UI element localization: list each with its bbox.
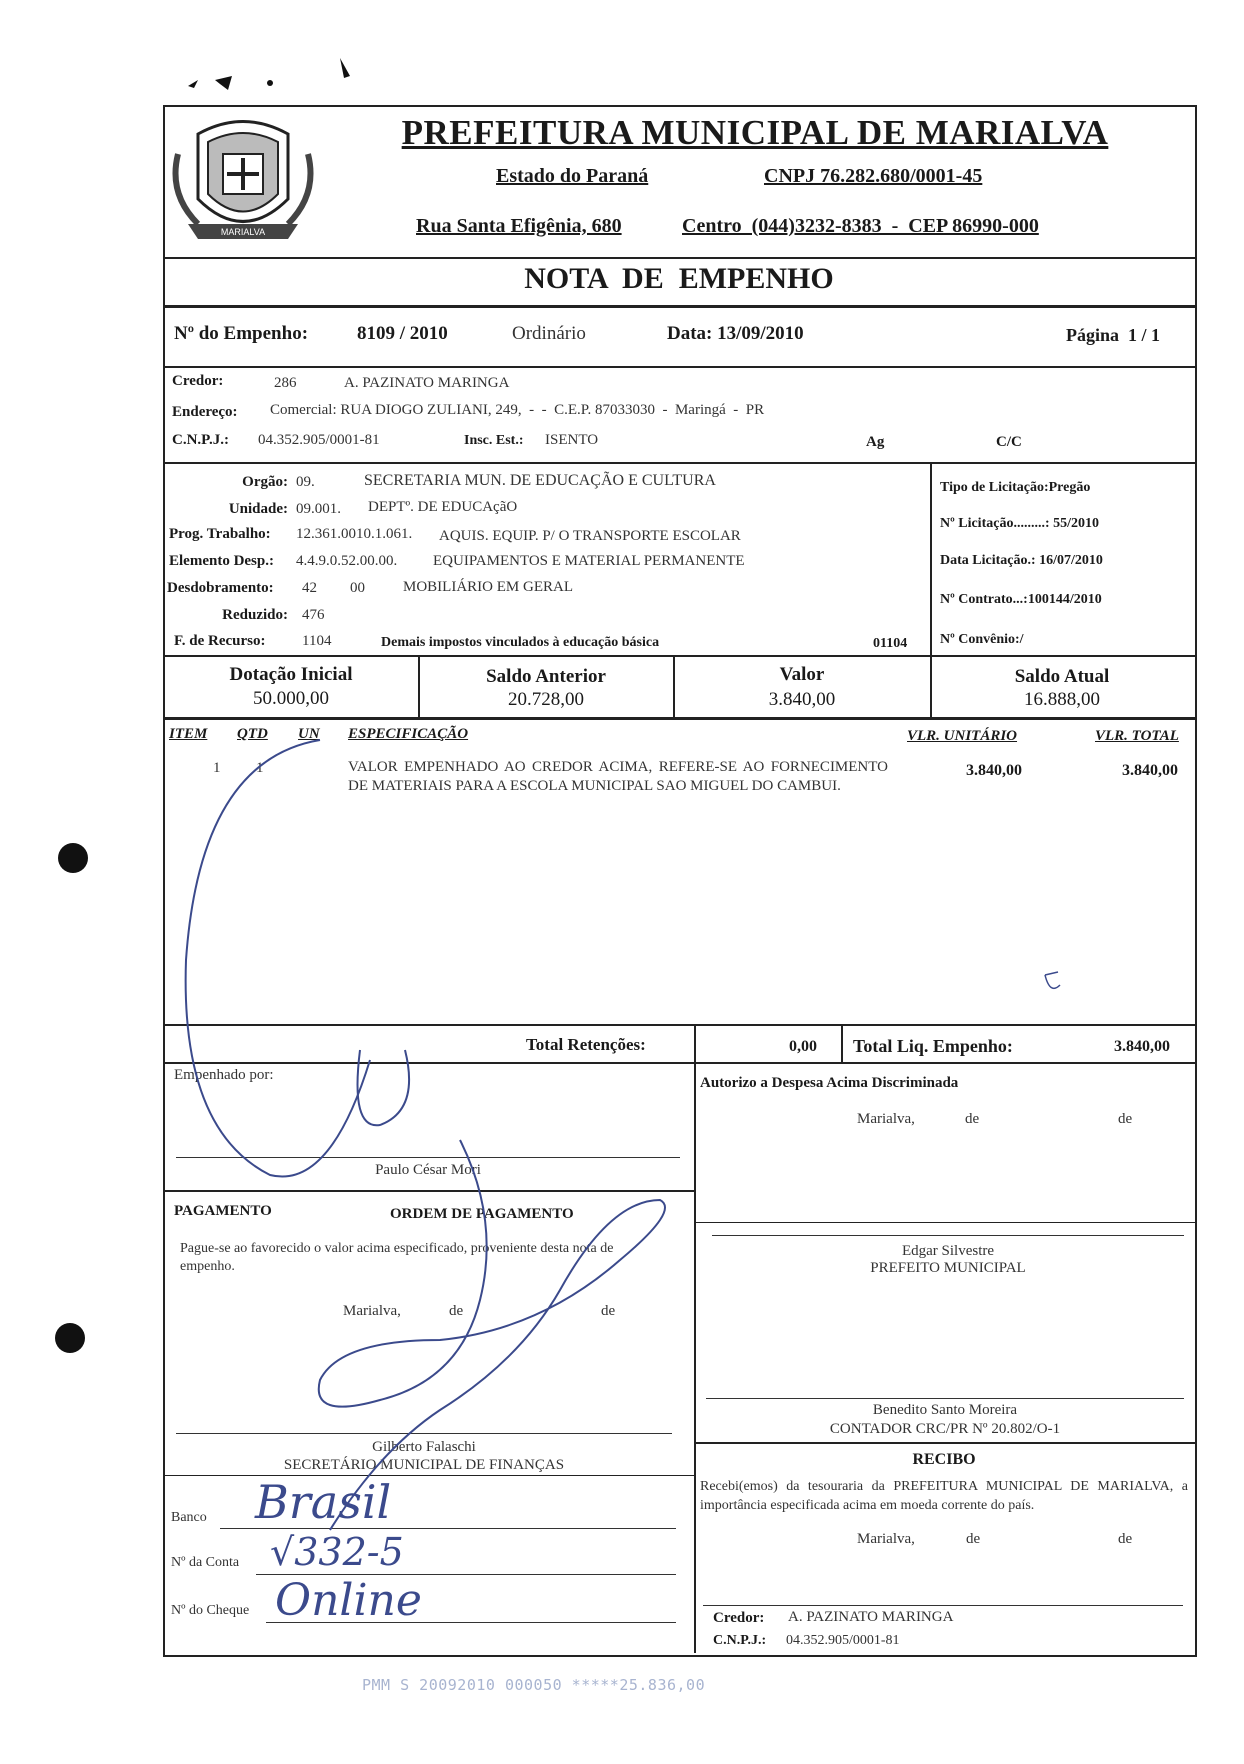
credor-label: Credor: bbox=[172, 373, 224, 389]
credor-name: A. PAZINATO MARINGA bbox=[344, 375, 510, 391]
valor-label: Valor bbox=[779, 664, 825, 685]
orgao-label: Orgão: bbox=[242, 474, 288, 490]
coat-of-arms bbox=[168, 114, 318, 254]
col-total-value: VLR. TOTAL bbox=[1095, 728, 1179, 744]
prog-label: Prog. Trabalho: bbox=[169, 526, 271, 542]
scan-marks bbox=[180, 50, 370, 100]
recibo-cnpj: 04.352.905/0001-81 bbox=[786, 1633, 900, 1648]
banco-value: Brasil bbox=[255, 1475, 392, 1529]
banco-label: Banco bbox=[171, 1510, 207, 1525]
col-un: UN bbox=[298, 726, 320, 742]
coat-of-arms-label: MARIALVA bbox=[220, 227, 266, 237]
address-label: Endereço: bbox=[172, 404, 238, 420]
state-name: Estado do Paraná bbox=[496, 165, 649, 187]
conta-value: √332-5 bbox=[270, 1530, 404, 1574]
unidade-label: Unidade: bbox=[228, 501, 288, 517]
col-spec: ESPECIFICAÇÃO bbox=[348, 726, 469, 742]
cnpj-header: CNPJ 76.282.680/0001-45 bbox=[764, 165, 983, 187]
autorizo-city: Marialva, bbox=[857, 1111, 915, 1127]
recurso-code: 1104 bbox=[302, 633, 332, 649]
liq-empenho-label: Total Liq. Empenho: bbox=[853, 1036, 1013, 1056]
ie-label: Insc. Est.: bbox=[464, 433, 524, 448]
recibo-city: Marialva, bbox=[857, 1531, 915, 1547]
elemento-label: Elemento Desp.: bbox=[169, 553, 274, 569]
autorizo-de2: de bbox=[1118, 1111, 1133, 1127]
recibo-cnpj-label: C.N.P.J.: bbox=[713, 1633, 767, 1648]
licitacao-data: Data Licitação.: 16/07/2010 bbox=[940, 553, 1103, 568]
pagamento-text: Pague-se ao favorecido o valor acima especificado, proveniente desta nota de empenho. bbox=[180, 1241, 614, 1274]
reduzido-label: Reduzido: bbox=[222, 607, 288, 623]
pagamento-de1: de bbox=[449, 1303, 464, 1319]
ag-label: Ag bbox=[866, 434, 885, 450]
cc-label: C/C bbox=[996, 434, 1022, 450]
prog-name: AQUIS. EQUIP. P/ O TRANSPORTE ESCOLAR bbox=[439, 528, 741, 544]
item-total-value: 3.840,00 bbox=[1122, 762, 1178, 779]
doc-title: NOTA DE EMPENHO bbox=[524, 262, 834, 295]
secretario-name: Gilberto Falaschi bbox=[372, 1439, 476, 1455]
conta-label: Nº da Conta bbox=[171, 1555, 240, 1570]
empenho-number: 8109 / 2010 bbox=[357, 323, 448, 344]
recibo-credor: A. PAZINATO MARINGA bbox=[788, 1609, 954, 1625]
pagamento-city: Marialva, bbox=[343, 1303, 401, 1319]
desdobramento-label: Desdobramento: bbox=[167, 580, 274, 596]
desdobramento-name: MOBILIÁRIO EM GERAL bbox=[403, 579, 573, 595]
cnpj-label: C.N.P.J.: bbox=[172, 432, 229, 448]
contador-name: Benedito Santo Moreira bbox=[872, 1402, 1018, 1418]
item-number: 1 bbox=[213, 760, 221, 776]
orgao-name: SECRETARIA MUN. DE EDUCAÇÃO E CULTURA bbox=[364, 472, 716, 489]
elemento-name: EQUIPAMENTOS E MATERIAL PERMANENTE bbox=[433, 553, 745, 569]
dotacao-inicial-label: Dotação Inicial bbox=[229, 664, 353, 685]
empenho-type: Ordinário bbox=[512, 323, 586, 344]
saldo-atual-label: Saldo Atual bbox=[1014, 666, 1110, 687]
dotacao-inicial-value: 50.000,00 bbox=[253, 688, 329, 709]
licitacao-tipo: Tipo de Licitação:Pregão bbox=[940, 480, 1091, 495]
col-unit-value: VLR. UNITÁRIO bbox=[907, 728, 1018, 744]
punch-hole-top bbox=[58, 843, 88, 873]
item-unit-value: 3.840,00 bbox=[966, 762, 1022, 779]
recurso-code2: 01104 bbox=[873, 636, 908, 651]
cheque-label: Nº do Cheque bbox=[171, 1603, 250, 1618]
recurso-label: F. de Recurso: bbox=[174, 633, 266, 649]
prog-code: 12.361.0010.1.061. bbox=[296, 526, 413, 542]
empenho-date: Data: 13/09/2010 bbox=[667, 323, 804, 344]
contact-header: Centro (044)3232-8383 - CEP 86990-000 bbox=[682, 215, 1039, 237]
credor-code: 286 bbox=[274, 375, 297, 391]
contador-role: CONTADOR CRC/PR Nº 20.802/O-1 bbox=[829, 1421, 1061, 1437]
credor-address: Comercial: RUA DIOGO ZULIANI, 249, - - C.E.P. 87033030 - Maringá - PR bbox=[270, 402, 765, 418]
credor-ie: ISENTO bbox=[545, 432, 599, 448]
credor-cnpj: 04.352.905/0001-81 bbox=[258, 432, 380, 448]
cheque-value: Online bbox=[275, 1575, 422, 1626]
retencoes-value: 0,00 bbox=[789, 1038, 817, 1055]
reduzido-value: 476 bbox=[302, 607, 325, 623]
page-number: Página 1 / 1 bbox=[1066, 325, 1161, 345]
valor-value: 3.840,00 bbox=[768, 689, 836, 710]
secretario-role: SECRETÁRIO MUNICIPAL DE FINANÇAS bbox=[283, 1457, 565, 1473]
saldo-anterior-value: 20.728,00 bbox=[508, 689, 584, 710]
recibo-credor-label: Credor: bbox=[713, 1610, 765, 1626]
item-qtd: 1 bbox=[256, 760, 264, 776]
recibo-text: Recebi(emos) da tesouraria da PREFEITURA MUNICIPAL DE MARIALVA, a importância especificada acima em moeda corrente do país. bbox=[700, 1479, 1188, 1513]
page-title: PREFEITURA MUNICIPAL DE MARIALVA bbox=[401, 113, 1109, 152]
pagamento-de2: de bbox=[601, 1303, 616, 1319]
empenhado-signer: Paulo César Mori bbox=[375, 1162, 481, 1178]
retencoes-label: Total Retenções: bbox=[526, 1035, 646, 1054]
autorizo-label: Autorizo a Despesa Acima Discriminada bbox=[700, 1075, 959, 1091]
saldo-anterior-label: Saldo Anterior bbox=[486, 666, 606, 687]
punch-hole-bottom bbox=[55, 1323, 85, 1353]
saldo-atual-value: 16.888,00 bbox=[1024, 689, 1100, 710]
item-spec: VALOR EMPENHADO AO CREDOR ACIMA, REFERE-SE AO FORNECIMENTO DE MATERIAIS PARA A ESCOLA MUNICIPAL SAO MIGUEL DO CAMBUI. bbox=[348, 759, 888, 794]
prefeito-role: PREFEITO MUNICIPAL bbox=[870, 1260, 1026, 1276]
recibo-de2: de bbox=[1118, 1531, 1133, 1547]
recibo-label: RECIBO bbox=[912, 1451, 976, 1468]
unidade-name: DEPTº. DE EDUCAçãO bbox=[368, 499, 518, 515]
empenhado-label: Empenhado por: bbox=[174, 1067, 274, 1083]
ordem-pagamento: ORDEM DE PAGAMENTO bbox=[390, 1206, 574, 1222]
elemento-code: 4.4.9.0.52.00.00. bbox=[296, 553, 398, 569]
liq-empenho-value: 3.840,00 bbox=[1114, 1038, 1170, 1055]
autorizo-de1: de bbox=[965, 1111, 980, 1127]
licitacao-numero: Nº Licitação.........: 55/2010 bbox=[940, 516, 1099, 531]
footer-stamp: PMM S 20092010 000050 *****25.836,00 bbox=[362, 1676, 706, 1694]
recibo-de1: de bbox=[966, 1531, 981, 1547]
desdobramento-code1: 42 bbox=[302, 580, 317, 596]
desdobramento-code2: 00 bbox=[350, 580, 365, 596]
col-qtd: QTD bbox=[237, 726, 268, 742]
prefeito-name: Edgar Silvestre bbox=[901, 1243, 995, 1259]
licitacao-contrato: Nº Contrato...:100144/2010 bbox=[940, 592, 1102, 607]
col-item: ITEM bbox=[169, 726, 208, 742]
empenho-label: Nº do Empenho: bbox=[174, 323, 309, 344]
orgao-code: 09. bbox=[296, 474, 315, 490]
unidade-code: 09.001. bbox=[296, 501, 341, 517]
pagamento-label: PAGAMENTO bbox=[174, 1203, 272, 1219]
address-header: Rua Santa Efigênia, 680 bbox=[416, 215, 622, 237]
licitacao-convenio: Nº Convênio:/ bbox=[940, 632, 1024, 647]
recurso-name: Demais impostos vinculados à educação básica bbox=[381, 635, 660, 650]
